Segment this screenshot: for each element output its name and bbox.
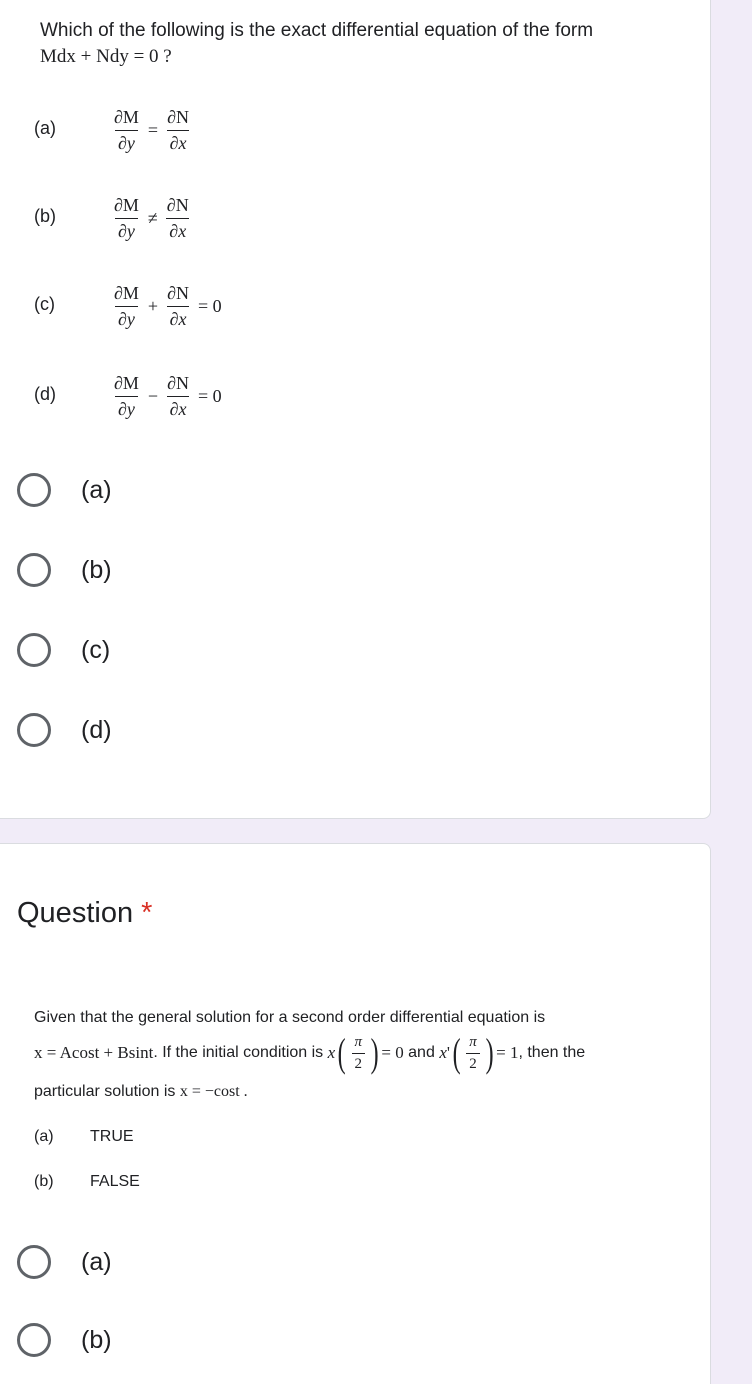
radio-choice-d[interactable]: (d)	[17, 710, 112, 750]
required-asterisk: *	[141, 897, 153, 929]
radio-button-icon[interactable]	[17, 1245, 51, 1279]
partial-n-fraction: $\frac{\partial N}{\partial x}$	[167, 106, 189, 153]
initial-condition-1: x ( $\frac{\pi}{2}$ ) = 0	[327, 1030, 404, 1075]
option-b-statement: (b) $\frac{\partial M}{\partial y}$ ≠ $\frac{\partial N}{\partial x}$	[34, 188, 434, 248]
radio-choice-q2-b[interactable]: (b)	[17, 1320, 112, 1360]
option-d-equation: $\frac{\partial M}{\partial y}$ − $\frac{\partial N}{\partial x}$ = 0	[114, 372, 222, 419]
option-c-statement: (c) $\frac{\partial M}{\partial y}$ + $\frac{\partial N}{\partial x}$ = 0	[34, 276, 434, 336]
radio-button-icon[interactable]	[17, 713, 51, 747]
statement-false: (b) FALSE	[34, 1173, 140, 1190]
radio-button-icon[interactable]	[17, 633, 51, 667]
radio-choice-q2-a[interactable]: (a)	[17, 1242, 112, 1282]
option-a-statement: (a) $\frac{\partial M}{\partial y}$ = $\frac{\partial N}{\partial x}$	[34, 100, 434, 160]
option-b-equation: $\frac{\partial M}{\partial y}$ ≠ $\frac{\partial N}{\partial x}$	[114, 194, 189, 241]
radio-button-icon[interactable]	[17, 473, 51, 507]
question-1-form: Mdx + Ndy = 0 ?	[40, 46, 172, 67]
question-1-text: Which of the following is the exact differential equation of the form Mdx + Ndy = 0 ?	[40, 18, 593, 70]
radio-choice-a[interactable]: (a)	[17, 470, 112, 510]
statement-true: (a) TRUE	[34, 1128, 134, 1145]
option-a-equation: $\frac{\partial M}{\partial y}$ = $\frac{\partial N}{\partial x}$	[108, 100, 195, 160]
general-solution: x = Acost + Bsint	[34, 1043, 154, 1062]
question-2-line3: particular solution is x = −cost .	[34, 1083, 248, 1100]
particular-solution: x = −cost .	[179, 1083, 248, 1100]
radio-button-icon[interactable]	[17, 1323, 51, 1357]
partial-m-fraction: $\frac{\partial M}{\partial y}$	[114, 106, 139, 153]
question-2-line1: Given that the general solution for a second order differential equation is	[34, 1009, 546, 1026]
question-2-title: Question *	[17, 897, 153, 929]
option-d-statement: (d) $\frac{\partial M}{\partial y}$ − $\frac{\partial N}{\partial x}$ = 0	[34, 366, 434, 426]
radio-choice-b[interactable]: (b)	[17, 550, 112, 590]
radio-button-icon[interactable]	[17, 553, 51, 587]
initial-condition-2: x ' ( $\frac{\pi}{2}$ ) = 1	[439, 1030, 519, 1075]
question-2-line2: x = Acost + Bsint . If the initial condition is x ( $\frac{\pi}{2}$ ) = 0 and x ' ( $\frac{\pi}{2}$ ) = 1 , then the	[34, 1030, 586, 1075]
option-c-equation: $\frac{\partial M}{\partial y}$ + $\frac{\partial N}{\partial x}$ = 0	[114, 282, 222, 329]
radio-choice-c[interactable]: (c)	[17, 630, 110, 670]
